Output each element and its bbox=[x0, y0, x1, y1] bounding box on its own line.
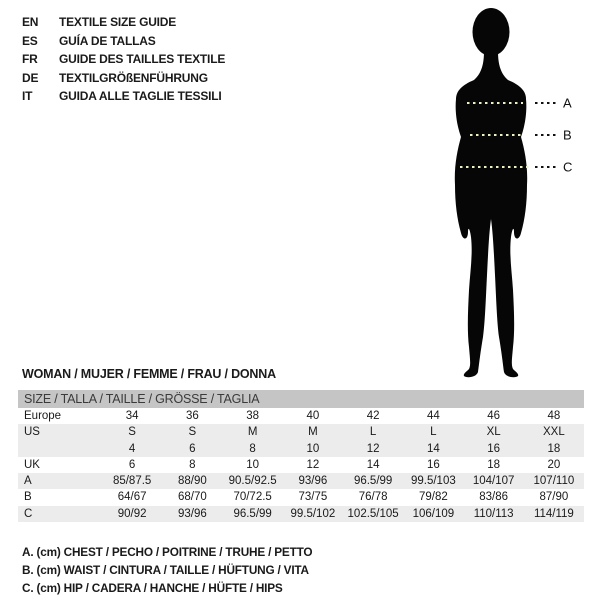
size-cell: 12 bbox=[366, 442, 380, 455]
table-row-uk bbox=[18, 457, 584, 473]
size-table bbox=[18, 390, 584, 522]
size-cell: M bbox=[308, 426, 318, 439]
size-cell: 18 bbox=[547, 442, 561, 455]
measurement-legend bbox=[22, 543, 312, 598]
lang-row-de bbox=[22, 69, 225, 88]
size-cell: 83/86 bbox=[479, 491, 509, 504]
size-cell: 107/110 bbox=[533, 475, 575, 488]
woman-silhouette-icon bbox=[455, 8, 527, 377]
size-cell: 14 bbox=[426, 442, 440, 455]
lang-title: GUIDE DES TAILLES TEXTILE bbox=[59, 52, 226, 66]
legend-hip: C. (cm) HIP / CADERA / HANCHE / HÜFTE / HIPS bbox=[22, 581, 283, 596]
size-cell: XL bbox=[486, 426, 501, 439]
size-cell: 34 bbox=[125, 410, 139, 422]
table-row-chest-a bbox=[18, 473, 584, 489]
row-label: C bbox=[24, 507, 33, 520]
lang-title: GUÍA DE TALLAS bbox=[59, 33, 156, 48]
row-label: A bbox=[24, 475, 32, 488]
size-cell: 90/92 bbox=[117, 507, 147, 520]
lang-code: IT bbox=[22, 89, 33, 103]
size-cell: 96.5/99 bbox=[233, 507, 272, 520]
size-cell: S bbox=[128, 426, 136, 439]
size-cell: 8 bbox=[189, 458, 196, 471]
row-label: Europe bbox=[24, 410, 62, 422]
size-cell: 16 bbox=[487, 442, 501, 455]
size-cell: L bbox=[369, 426, 377, 439]
size-cell: 42 bbox=[366, 410, 380, 422]
size-cell: 14 bbox=[366, 458, 380, 471]
size-cell: S bbox=[188, 426, 197, 439]
size-cell: 64/67 bbox=[117, 491, 147, 504]
size-cell: 44 bbox=[426, 410, 440, 422]
size-cell: 6 bbox=[128, 458, 136, 471]
size-cell: 88/90 bbox=[177, 475, 207, 488]
size-cell: 16 bbox=[426, 458, 440, 471]
lang-code: ES bbox=[22, 33, 38, 48]
lang-code: EN bbox=[22, 15, 39, 29]
size-cell: 12 bbox=[306, 458, 320, 471]
size-cell: 10 bbox=[246, 458, 260, 471]
lang-code: FR bbox=[22, 52, 38, 66]
size-cell: 96.5/99 bbox=[353, 475, 393, 488]
size-cell: 93/96 bbox=[298, 475, 328, 488]
section-title-woman: WOMAN / MUJER / FEMME / FRAU / DONNA bbox=[22, 367, 276, 381]
size-cell: 73/75 bbox=[298, 491, 328, 504]
lang-code: DE bbox=[22, 70, 39, 85]
size-cell: 99.5/102 bbox=[290, 507, 336, 520]
lang-title: TEXTILE SIZE GUIDE bbox=[59, 15, 177, 29]
row-label: US bbox=[24, 426, 40, 439]
size-cell: XXL bbox=[543, 426, 565, 439]
size-cell: 68/70 bbox=[177, 491, 207, 504]
size-cell: 8 bbox=[249, 442, 256, 455]
lang-row-es bbox=[22, 32, 225, 51]
table-row-us-letter bbox=[18, 424, 584, 440]
size-cell: 90.5/92.5 bbox=[228, 475, 277, 488]
size-cell: 10 bbox=[306, 442, 320, 455]
table-row-waist-b bbox=[18, 489, 584, 505]
lang-row-fr bbox=[22, 50, 225, 69]
size-cell: 87/90 bbox=[539, 491, 569, 504]
lang-title: TEXTILGRÖßENFÜHRUNG bbox=[59, 70, 208, 85]
row-label bbox=[18, 441, 102, 457]
size-cell: 38 bbox=[246, 410, 260, 422]
size-cell: 110/113 bbox=[473, 507, 514, 520]
lang-row-it bbox=[22, 87, 225, 106]
table-row-hip-c bbox=[18, 506, 584, 522]
size-cell: 48 bbox=[547, 410, 561, 422]
measurement-figure bbox=[443, 5, 600, 380]
legend-waist: B. (cm) WAIST / CINTURA / TAILLE / HÜFTUNG / VITA bbox=[22, 563, 309, 578]
size-cell: 106/109 bbox=[412, 507, 455, 520]
size-cell: 70/72.5 bbox=[233, 491, 272, 504]
size-cell: 6 bbox=[189, 442, 196, 455]
size-cell: 102.5/105 bbox=[347, 507, 399, 520]
row-label: UK bbox=[24, 458, 40, 471]
size-cell: 18 bbox=[487, 458, 501, 471]
table-row-us-numeric bbox=[18, 441, 584, 457]
size-cell: 99.5/103 bbox=[410, 475, 456, 488]
language-title-block bbox=[22, 13, 225, 106]
size-cell: M bbox=[247, 426, 258, 439]
row-label: B bbox=[24, 491, 32, 504]
lang-title: GUIDA ALLE TAGLIE TESSILI bbox=[59, 89, 222, 103]
size-cell: 85/87.5 bbox=[112, 475, 152, 488]
hip-label: C bbox=[563, 159, 573, 175]
size-cell: L bbox=[430, 426, 437, 439]
size-table-header: SIZE / TALLA / TAILLE / GRÖSSE / TAGLIA bbox=[18, 390, 584, 408]
size-cell: 79/82 bbox=[418, 491, 448, 504]
size-cell: 40 bbox=[306, 410, 320, 422]
table-row-europe bbox=[18, 408, 584, 424]
size-cell: 114/119 bbox=[533, 507, 574, 520]
legend-chest: A. (cm) CHEST / PECHO / POITRINE / TRUHE / PETTO bbox=[22, 545, 313, 559]
size-cell: 36 bbox=[185, 410, 199, 422]
size-cell: 104/107 bbox=[472, 475, 515, 488]
size-cell: 93/96 bbox=[177, 507, 207, 520]
size-cell: 76/78 bbox=[358, 491, 388, 504]
waist-label: B bbox=[563, 127, 572, 143]
size-cell: 20 bbox=[547, 458, 561, 471]
size-cell: 46 bbox=[487, 410, 501, 422]
lang-row-en bbox=[22, 13, 225, 32]
chest-label: A bbox=[563, 95, 572, 111]
size-cell: 4 bbox=[128, 442, 136, 455]
